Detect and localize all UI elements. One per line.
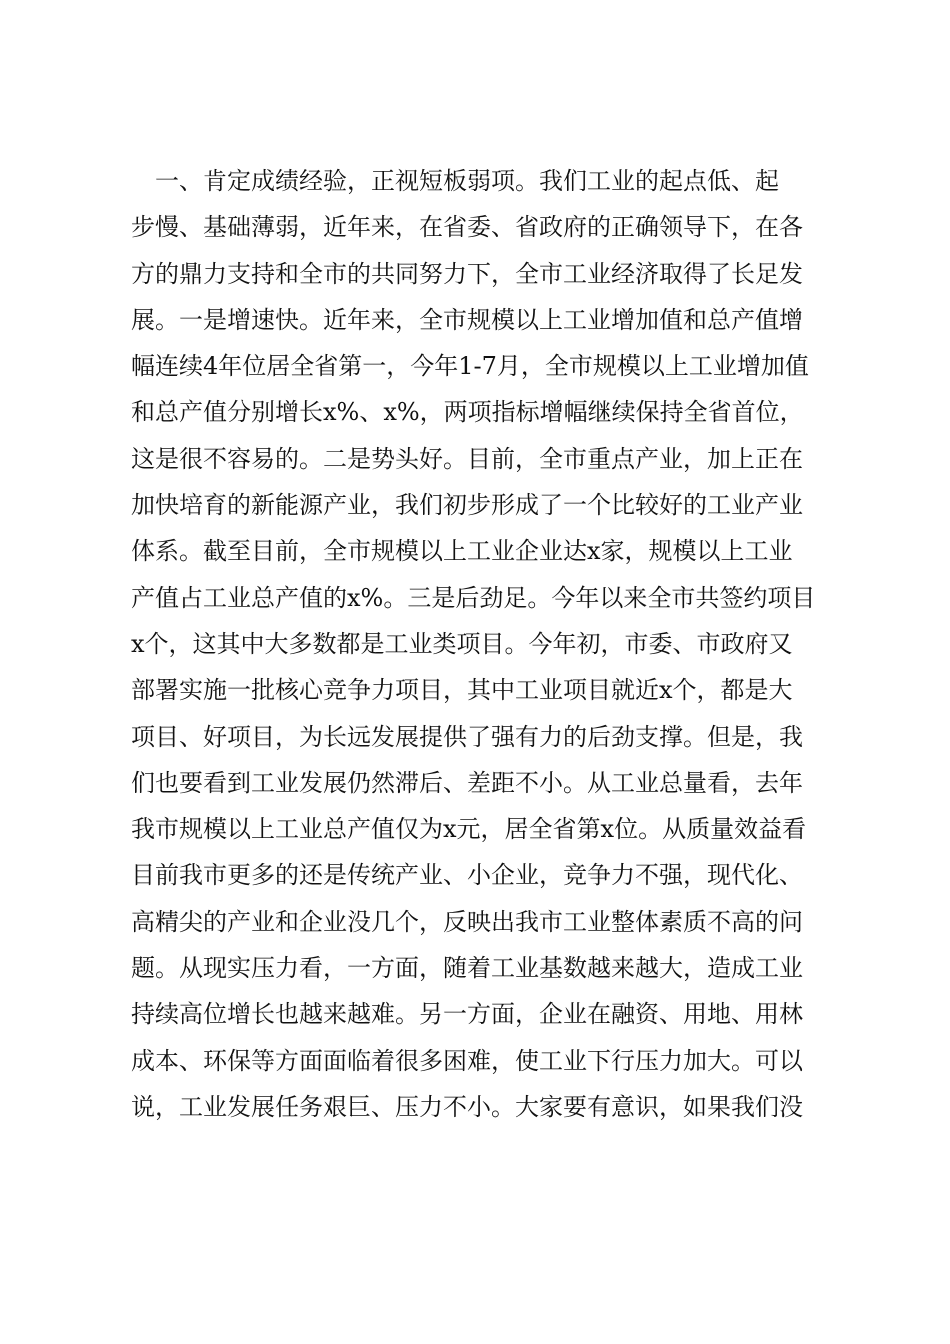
- text-line: 这是很不容易的。二是势头好。目前，全市重点产业，加上正在: [131, 444, 803, 473]
- text-line: x个，这其中大多数都是工业类项目。今年初，市委、市政府又: [131, 629, 793, 658]
- text-line: 成本、环保等方面面临着很多困难，使工业下行压力加大。可以: [131, 1046, 803, 1075]
- text-line: 高精尖的产业和企业没几个，反映出我市工业整体素质不高的问: [131, 907, 803, 936]
- text-line: 体系。截至目前，全市规模以上工业企业达x家，规模以上工业: [131, 537, 793, 566]
- text-line: 步慢、基础薄弱，近年来，在省委、省政府的正确领导下，在各: [131, 213, 803, 242]
- text-line: 项目、好项目，为长远发展提供了强有力的后劲支撑。但是，我: [131, 722, 803, 751]
- text-line: 产值占工业总产值的x%。三是后劲足。今年以来全市共签约项目: [131, 583, 816, 612]
- text-line: 持续高位增长也越来越难。另一方面，企业在融资、用地、用林: [131, 1000, 803, 1029]
- text-line: 题。从现实压力看，一方面，随着工业基数越来越大，造成工业: [131, 954, 803, 983]
- text-line: 说，工业发展任务艰巨、压力不小。大家要有意识，如果我们没: [131, 1092, 803, 1121]
- text-line: 和总产值分别增长x%、x%，两项指标增幅继续保持全省首位，: [131, 398, 804, 427]
- text-line: 方的鼎力支持和全市的共同努力下，全市工业经济取得了长足发: [131, 259, 803, 288]
- text-line: 目前我市更多的还是传统产业、小企业，竞争力不强，现代化、: [131, 861, 803, 890]
- text-line: 们也要看到工业发展仍然滞后、差距不小。从工业总量看，去年: [131, 768, 803, 797]
- text-line: 展。一是增速快。近年来，全市规模以上工业增加值和总产值增: [131, 305, 803, 334]
- text-line: 加快培育的新能源产业，我们初步形成了一个比较好的工业产业: [131, 491, 803, 520]
- text-line: 我市规模以上工业总产值仅为x元，居全省第x位。从质量效益看: [131, 815, 807, 844]
- text-line: 部署实施一批核心竞争力项目，其中工业项目就近x个，都是大: [131, 676, 793, 705]
- text-line: 幅连续4年位居全省第一，今年1-7月，全市规模以上工业增加值: [131, 352, 809, 381]
- body-paragraph: [131, 158, 851, 1130]
- text-line: 一、肯定成绩经验，正视短板弱项。我们工业的起点低、起: [131, 167, 779, 195]
